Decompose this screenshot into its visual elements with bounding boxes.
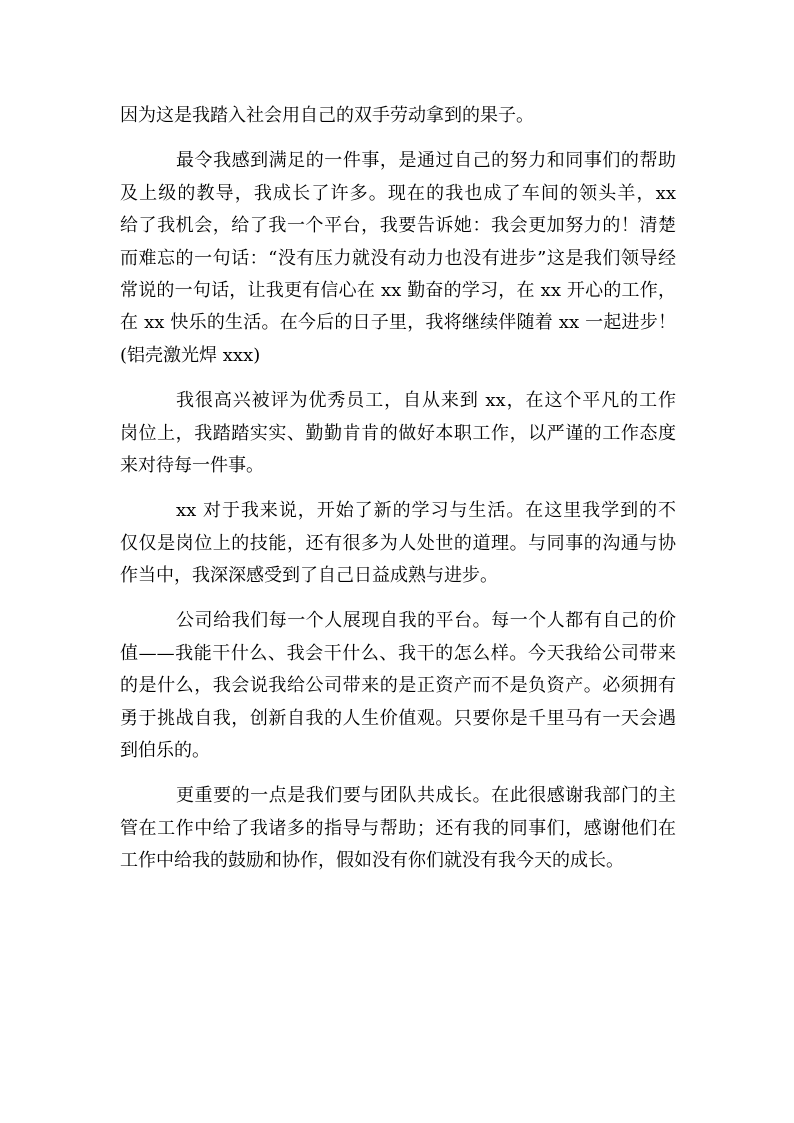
text-line: 公司给我们每一个人展现自我的平台。每一个人都有自己的价 — [176, 610, 676, 632]
paragraph — [120, 780, 676, 877]
text-line: 给了我机会，给了我一个平台，我要告诉她：我会更加努力的！清楚 — [120, 215, 676, 237]
text-line: (铝壳激光焊 xxx) — [120, 344, 261, 366]
text-line: 最令我感到满足的一件事，是通过自己的努力和同事们的帮助 — [176, 150, 676, 172]
text-line: 而难忘的一句话：“没有压力就没有动力也没有进步”这是我们领导经 — [120, 247, 676, 269]
paragraph — [120, 385, 676, 482]
text-line: 我很高兴被评为优秀员工，自从来到 xx，在这个平凡的工作 — [176, 390, 676, 412]
text-line: 的是什么，我会说我给公司带来的是正资产而不是负资产。必须拥有 — [120, 675, 676, 697]
paragraph — [120, 145, 676, 372]
text-line: 常说的一句话，让我更有信心在 xx 勤奋的学习，在 xx 开心的工作， — [120, 279, 676, 301]
text-line: 岗位上，我踏踏实实、勤勤肯肯的做好本职工作，以严谨的工作态度 — [120, 422, 676, 444]
paragraph — [120, 495, 676, 592]
text-line: 值——我能干什么、我会干什么、我干的怎么样。今天我给公司带来 — [120, 642, 676, 664]
text-line: xx 对于我来说，开始了新的学习与生活。在这里我学到的不 — [176, 500, 676, 522]
text-line: 因为这是我踏入社会用自己的双手劳动拿到的果子。 — [120, 105, 534, 126]
document-body — [120, 100, 676, 891]
text-line: 仅仅是岗位上的技能，还有很多为人处世的道理。与同事的沟通与协 — [120, 532, 676, 554]
paragraph — [120, 605, 676, 767]
text-line: 在 xx 快乐的生活。在今后的日子里，我将继续伴随着 xx 一起进步！ — [120, 312, 676, 334]
text-line: 作当中，我深深感受到了自己日益成熟与进步。 — [120, 565, 498, 587]
text-line: 及上级的教导，我成长了许多。现在的我也成了车间的领头羊，xx — [120, 182, 676, 204]
text-line: 来对待每一件事。 — [120, 454, 264, 476]
text-line: 勇于挑战自我，创新自我的人生价值观。只要你是千里马有一天会遇 — [120, 707, 676, 729]
text-line: 到伯乐的。 — [120, 740, 210, 762]
paragraph — [120, 100, 676, 132]
text-line: 工作中给我的鼓励和协作，假如没有你们就没有我今天的成长。 — [120, 850, 624, 872]
text-line: 更重要的一点是我们要与团队共成长。在此很感谢我部门的主 — [176, 785, 676, 807]
text-line: 管在工作中给了我诸多的指导与帮助；还有我的同事们，感谢他们在 — [120, 817, 676, 839]
